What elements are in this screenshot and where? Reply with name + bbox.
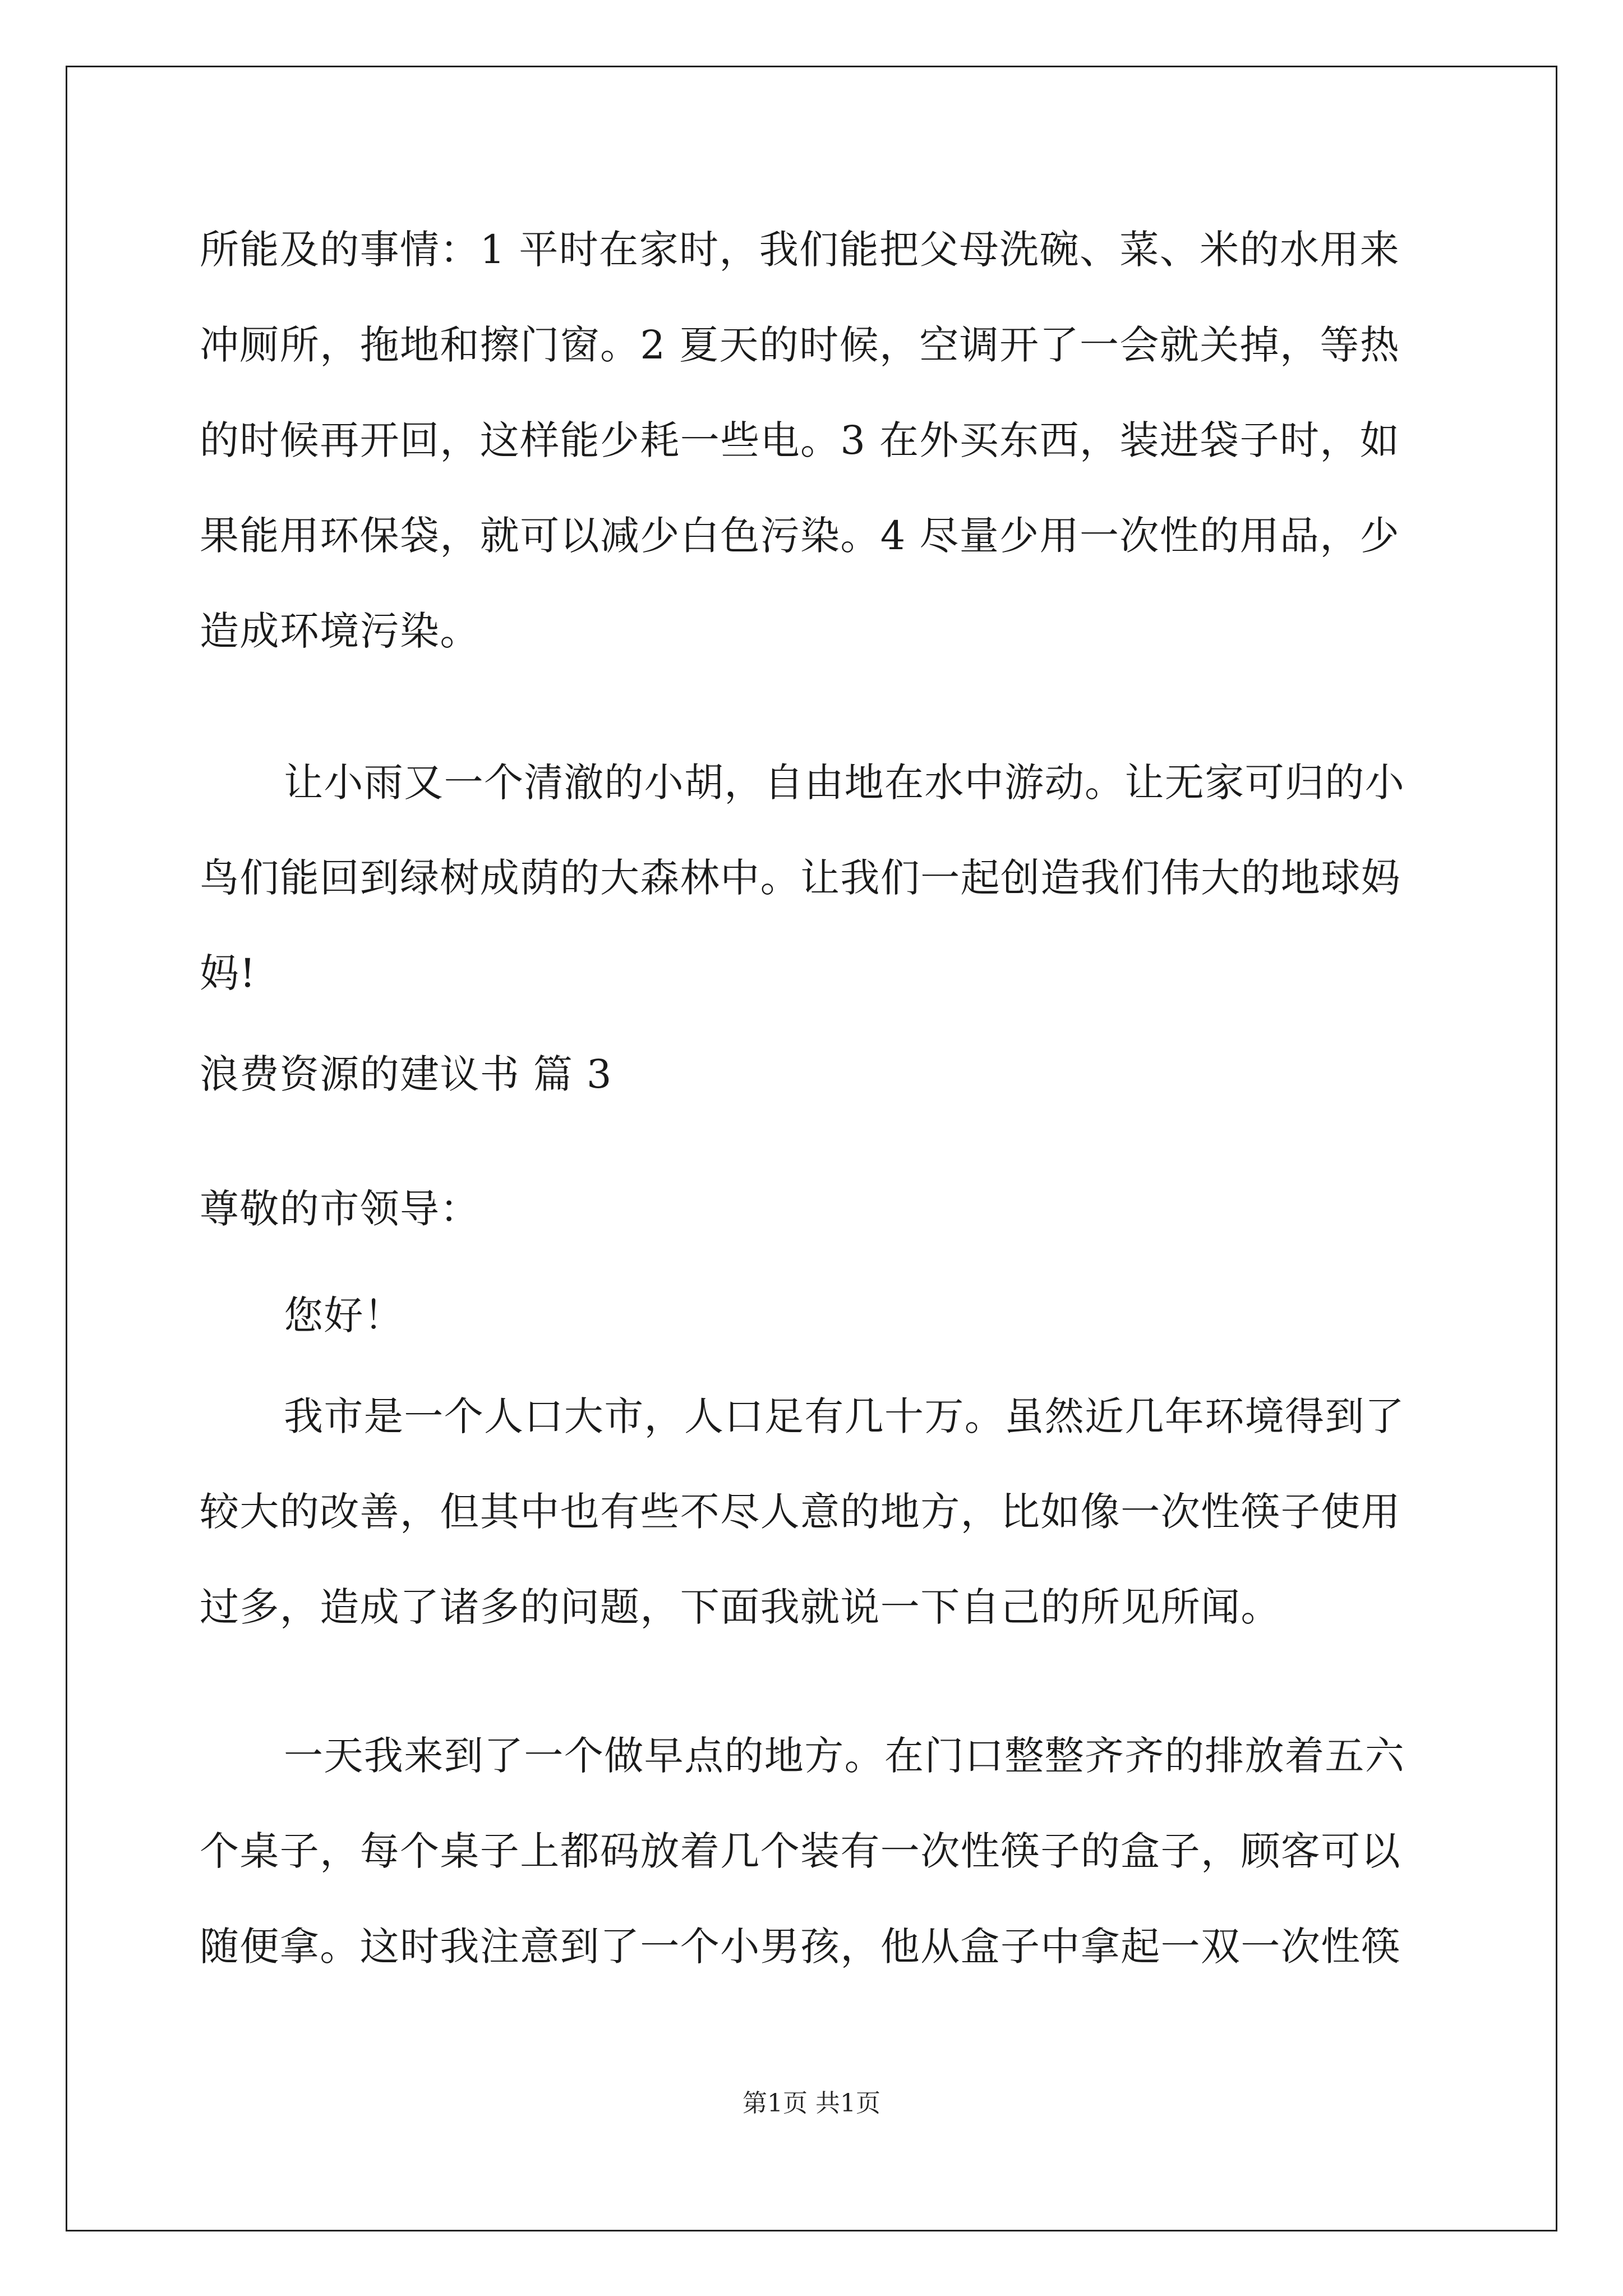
text-line: 的时候再开回，这样能少耗一些电。3 在外买东西，装进袋子时，如: [200, 417, 1400, 463]
text-line: 过多，造成了诸多的问题，下面我就说一下自己的所见所闻。: [200, 1584, 1281, 1630]
page-number-footer: 第1页 共1页: [743, 2089, 880, 2118]
text-line: 造成环境污染。: [200, 608, 480, 654]
paragraph-first-line: 一天我来到了一个做早点的地方。在门口整整齐齐的排放着五六: [284, 1733, 1405, 1779]
section-heading: 浪费资源的建议书 篇 3: [200, 1051, 612, 1097]
text-line: 鸟们能回到绿树成荫的大森林中。让我们一起创造我们伟大的地球妈: [200, 855, 1401, 901]
paragraph-first-line: 让小雨又一个清澈的小胡，自由地在水中游动。让无家可归的小: [284, 760, 1405, 806]
greeting: 您好！: [284, 1292, 404, 1338]
text-line: 果能用环保袋，就可以减少白色污染。4 尽量少用一次性的用品，少: [200, 513, 1400, 559]
salutation: 尊敬的市领导：: [200, 1186, 480, 1232]
text-line: 所能及的事情：1 平时在家时，我们能把父母洗碗、菜、米的水用来: [200, 227, 1400, 273]
text-line: 妈!: [200, 950, 256, 996]
paragraph-first-line: 我市是一个人口大市，人口足有几十万。虽然近几年环境得到了: [284, 1393, 1405, 1439]
page-border: [66, 66, 1557, 2231]
text-line: 随便拿。这时我注意到了一个小男孩，他从盒子中拿起一双一次性筷: [200, 1924, 1401, 1970]
text-line: 个桌子，每个桌子上都码放着几个装有一次性筷子的盒子，顾客可以: [200, 1828, 1401, 1874]
text-line: 冲厕所，拖地和擦门窗。2 夏天的时候，空调开了一会就关掉，等热: [200, 322, 1400, 368]
text-line: 较大的改善，但其中也有些不尽人意的地方，比如像一次性筷子使用: [200, 1489, 1401, 1535]
